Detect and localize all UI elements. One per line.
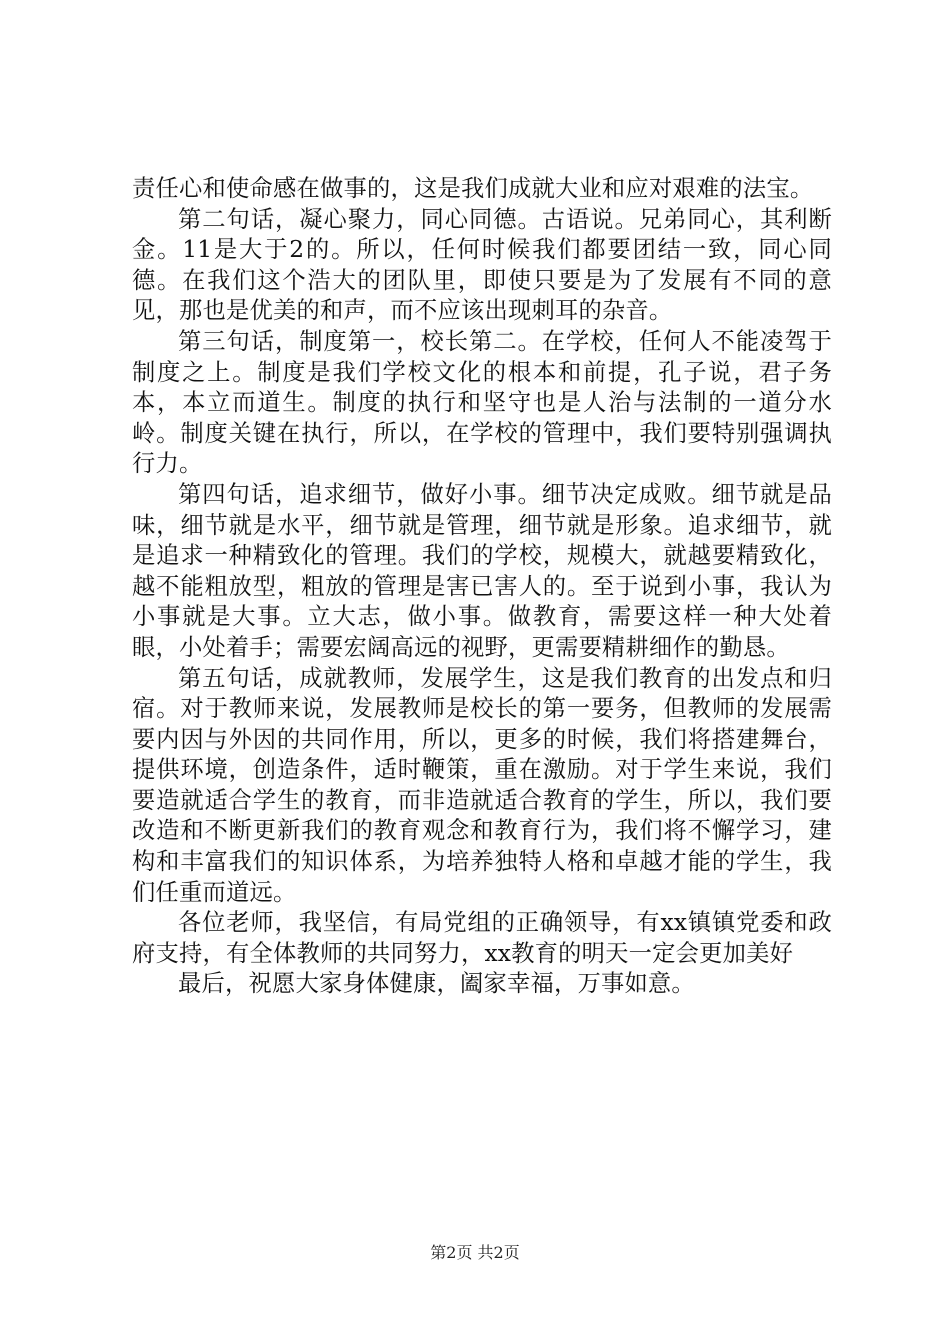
paragraph-3: 第三句话，制度第一，校长第二。在学校，任何人不能凌驾于制度之上。制度是我们学校文化的根本和前提，孔子说，君子务本，本立而道生。制度的执行和坚守也是人治与法制的一道分水岭。制度关键在执行，所以，在学校的管理中，我们要特别强调执行力。 <box>132 327 832 478</box>
paragraph-4: 第四句话，追求细节，做好小事。细节决定成败。细节就是品味，细节就是水平，细节就是管理，细节就是形象。追求细节，就是追求一种精致化的管理。我们的学校，规模大，就越要精致化，越不能粗放型，粗放的管理是害已害人的。至于说到小事，我认为小事就是大事。立大志，做小事。做教育，需要这样一种大处着眼，小处着手；需要宏阔高远的视野，更需要精耕细作的勤恳。 <box>132 480 832 661</box>
paragraph-7: 最后，祝愿大家身体健康，阖家幸福，万事如意。 <box>178 970 695 998</box>
paragraph-6: 各位老师，我坚信，有局党组的正确领导，有xx镇镇党委和政府支持，有全体教师的共同努力，xx教育的明天一定会更加美好 <box>132 909 832 967</box>
document-body <box>132 174 832 1000</box>
page-footer <box>0 1243 950 1263</box>
paragraph-5: 第五句话，成就教师，发展学生，这是我们教育的出发点和归宿。对于教师来说，发展教师是校长的第一要务，但教师的发展需要内因与外因的共同作用，所以，更多的时候，我们将搭建舞台，提供环境，创造条件，适时鞭策，重在激励。对于学生来说，我们要造就适合学生的教育，而非造就适合教育的学生，所以，我们要改造和不断更新我们的教育观念和教育行为，我们将不懈学习，建构和丰富我们的知识体系，为培养独特人格和卓越才能的学生，我们任重而道远。 <box>132 664 832 906</box>
paragraph-2: 第二句话，凝心聚力，同心同德。古语说。兄弟同心，其利断金。11是大于2的。所以，任何时候我们都要团结一致，同心同德。在我们这个浩大的团队里，即使只要是为了发展有不同的意见，那也是优美的和声，而不应该出现刺耳的杂音。 <box>132 205 832 325</box>
page-number-label: 第2页 共2页 <box>430 1243 520 1262</box>
paragraph-1: 责任心和使命感在做事的，这是我们成就大业和应对艰难的法宝。 <box>132 175 814 202</box>
